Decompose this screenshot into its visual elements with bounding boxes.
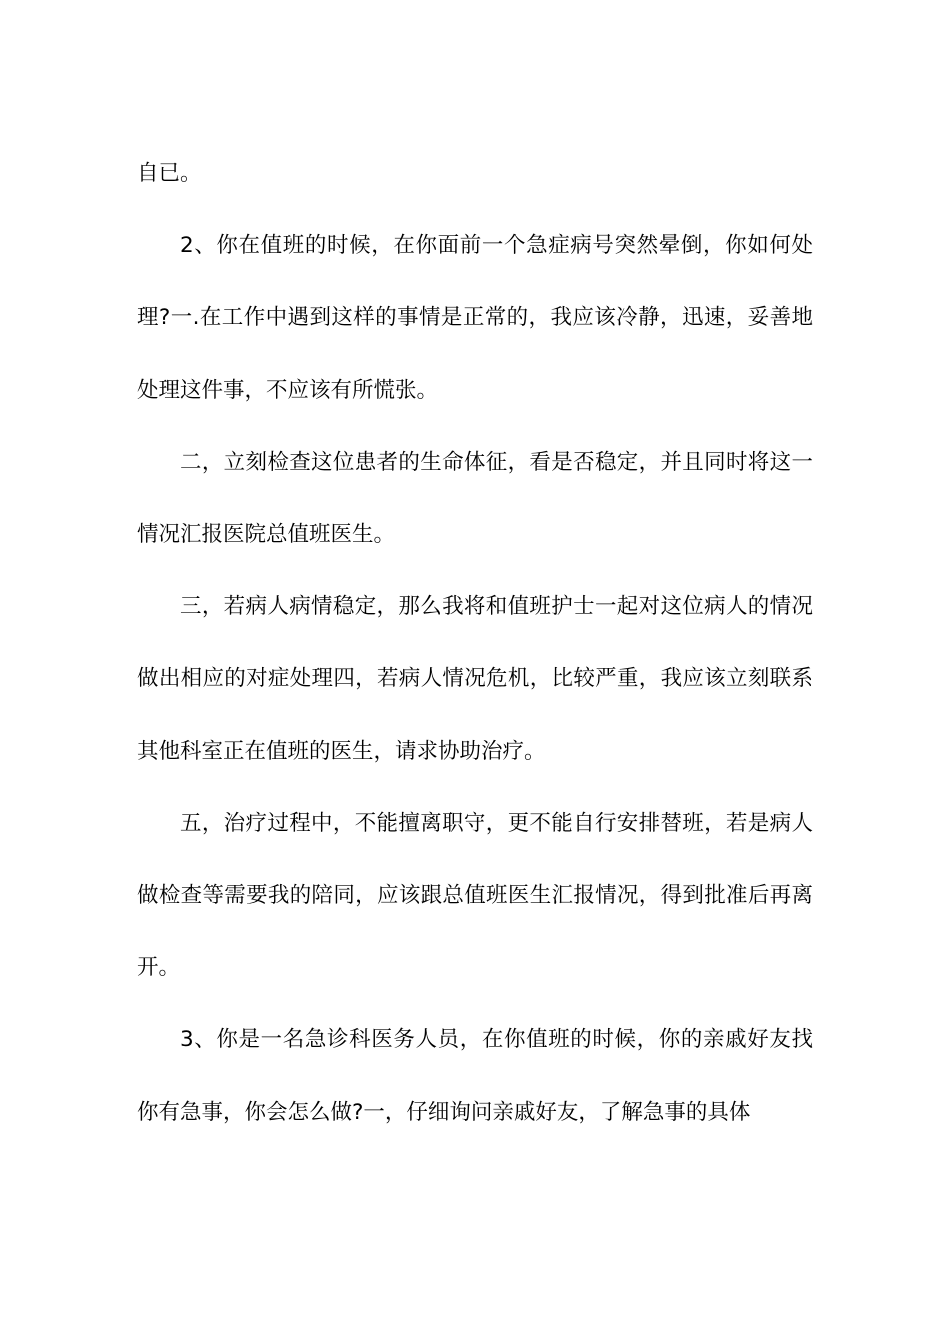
paragraph-closing-fragment: 自已。 bbox=[137, 161, 202, 186]
paragraph-question-2: 2、你在值班的时候，在你面前一个急症病号突然晕倒，你如何处理?一.在工作中遇到这样的事情是正常的，我应该冷静，迅速，妥善地处理这件事，不应该有所慌张。 bbox=[137, 233, 813, 403]
paragraph-question-3: 3、你是一名急诊科医务人员，在你值班的时候，你的亲戚好友找你有急事，你会怎么做?一，仔细询问亲戚好友，了解急事的具体 bbox=[137, 1027, 813, 1125]
paragraph-step-3-4: 三，若病人病情稳定，那么我将和值班护士一起对这位病人的情况做出相应的对症处理四，若病人情况危机，比较严重，我应该立刻联系其他科室正在值班的医生，请求协助治疗。 bbox=[137, 594, 813, 764]
paragraph-step-5: 五，治疗过程中，不能擅离职守，更不能自行安排替班，若是病人做检查等需要我的陪同，应该跟总值班医生汇报情况，得到批准后再离开。 bbox=[137, 810, 813, 981]
paragraph-step-2: 二，立刻检查这位患者的生命体征，看是否稳定，并且同时将这一情况汇报医院总值班医生。 bbox=[137, 449, 813, 548]
document-body bbox=[137, 138, 813, 1149]
